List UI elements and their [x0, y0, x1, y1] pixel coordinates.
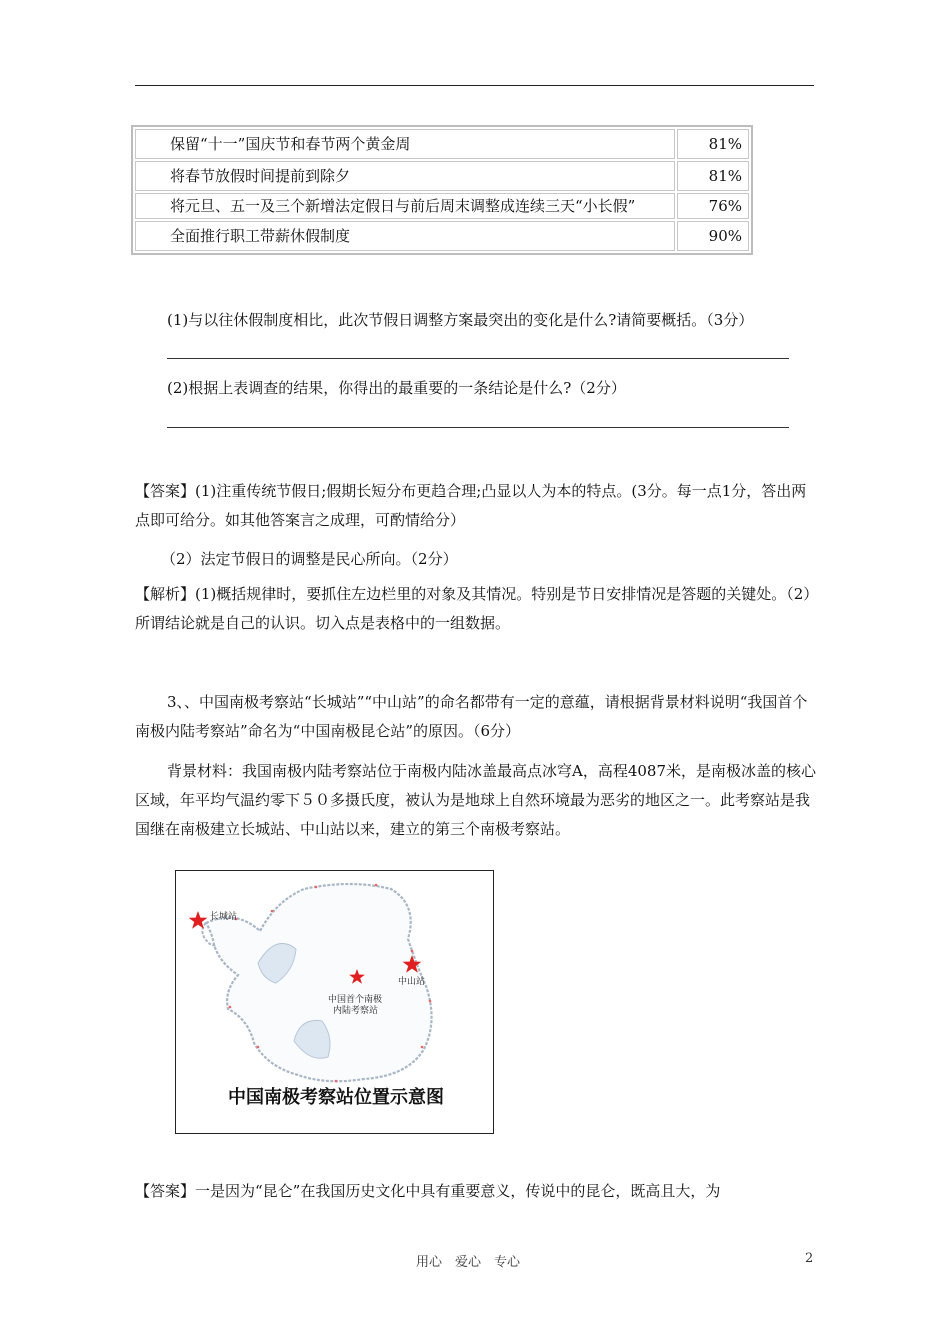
question-2: (2)根据上表调查的结果，你得出的最重要的一条结论是什么?（2分）: [167, 379, 626, 397]
antarctica-map: [175, 870, 494, 1134]
survey-table: [131, 125, 753, 255]
table-cell-item: 将元旦、五一及三个新增法定假日与前后周末调整成连续三天“小长假”: [135, 193, 675, 219]
map-caption: 中国南极考察站位置示意图: [228, 1087, 444, 1108]
label-great-wall-station: 长城站: [210, 912, 238, 922]
table-row: [135, 221, 749, 251]
table-cell-percent: 90%: [677, 221, 749, 251]
table-cell-percent: 81%: [677, 161, 749, 191]
header-rule: [135, 85, 814, 86]
answer-1-part-2: （2）法定节假日的调整是民心所向。（2分）: [161, 550, 458, 568]
table-cell-percent: 76%: [677, 193, 749, 219]
question-1: (1)与以往休假制度相比，此次节假日调整方案最突出的变化是什么?请简要概括。（3分）: [167, 311, 754, 329]
table-cell-item: 保留“十一”国庆节和春节两个黄金周: [135, 129, 675, 159]
question-3-background: 背景材料：我国南极内陆考察站位于南极内陆冰盖最高点冰穹A，高程4087米，是南极冰盖的核心区域，年平均气温约零下５０多摄氏度，被认为是地球上自然环境最为恶劣的地区之一。此考察站是我国继在南极建立长城站、中山站以来，建立的第三个南极考察站。: [135, 762, 817, 838]
table-cell-item: 将春节放假时间提前到除夕: [135, 161, 675, 191]
page-number: 2: [805, 1251, 814, 1266]
answer-blank-1[interactable]: [167, 358, 789, 359]
star-great-wall-station: [189, 911, 208, 929]
table-cell-item: 全面推行职工带薪休假制度: [135, 221, 675, 251]
answer-3: 【答案】一是因为“昆仑”在我国历史文化中具有重要意义，传说中的昆仑，既高且大，为: [135, 1182, 721, 1200]
question-3-stem: 3、、中国南极考察站“长城站”“中山站”的命名都带有一定的意蕴，请根据背景材料说明“我国首个南极内陆考察站”命名为“中国南极昆仑站”的原因。（6分）: [135, 693, 808, 740]
table-row: [135, 129, 749, 159]
label-zhongshan-station: 中山站: [398, 977, 426, 987]
table-cell-percent: 81%: [677, 129, 749, 159]
answer-1-part-1: 【答案】(1)注重传统节假日;假期长短分布更趋合理;凸显以人为本的特点。(3分。每一点1分，答出两点即可给分。如其他答案言之成理，可酌情给分）: [135, 482, 807, 529]
label-inland-station-line-2: 内陆考察站: [333, 1006, 379, 1016]
footer-motto: 用心 爱心 专心: [416, 1255, 521, 1270]
table-row: [135, 161, 749, 191]
label-inland-station-line-1: 中国首个南极: [328, 995, 383, 1005]
table-row: [135, 193, 749, 219]
answer-blank-2[interactable]: [167, 427, 789, 428]
analysis-1: 【解析】(1)概括规律时，要抓住左边栏里的对象及其情况。特别是节日安排情况是答题的关键处。（2）所谓结论就是自己的认识。切入点是表格中的一组数据。: [135, 585, 811, 632]
